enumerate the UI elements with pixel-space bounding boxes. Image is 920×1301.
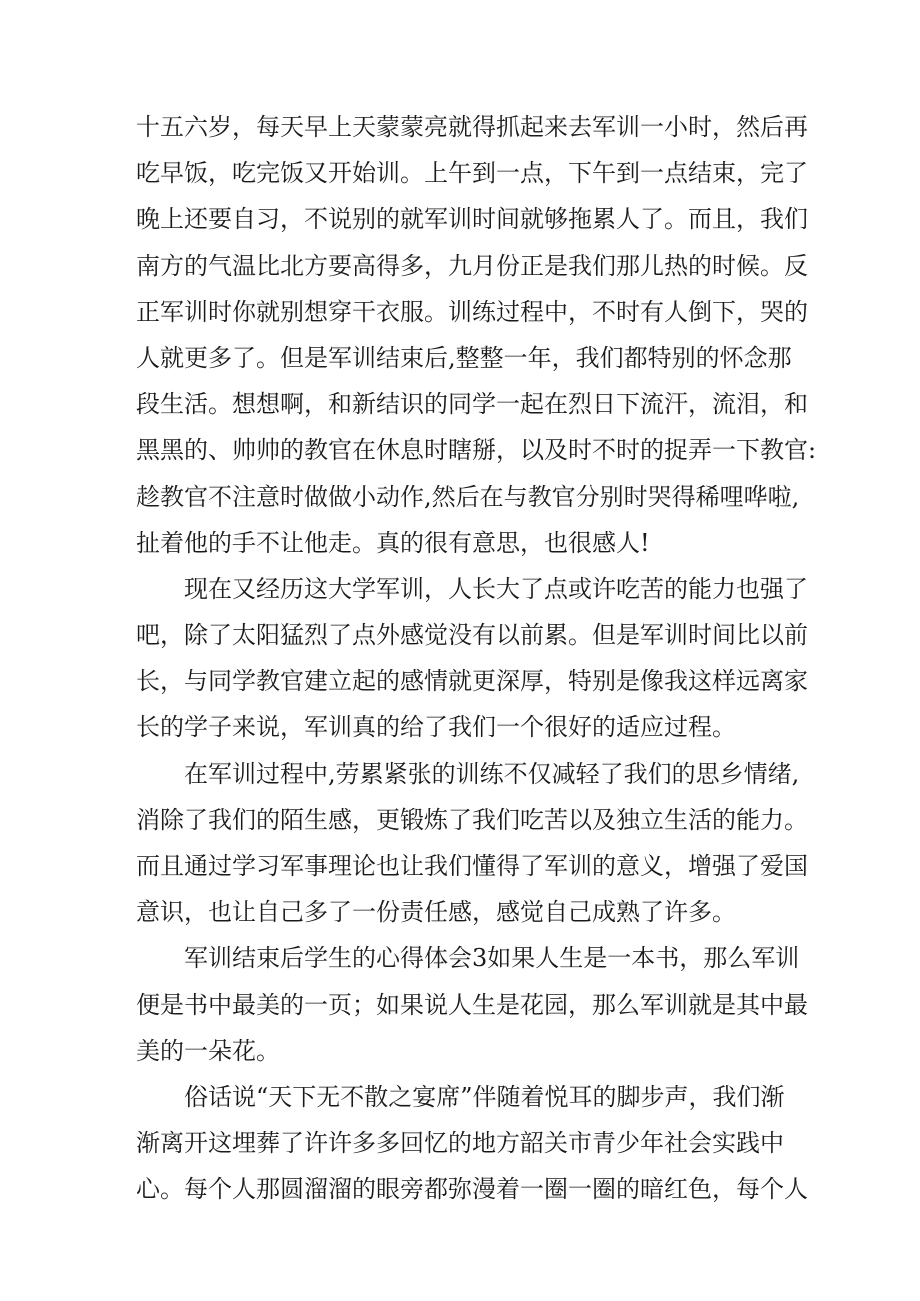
paragraph-2 xyxy=(136,566,808,751)
text-line: 便是书中最美的一页；如果说人生是花园，那么军训就是其中最 xyxy=(136,990,808,1019)
text-line: 长的学子来说，军训真的给了我们一个很好的适应过程。 xyxy=(136,713,736,742)
text-line: 现在又经历这大学军训，人长大了点或许吃苦的能力也强了 xyxy=(184,574,808,603)
text-line: 美的一朵花。 xyxy=(136,1036,280,1065)
text-line: 而且通过学习军事理论也让我们懂得了军训的意义，增强了爱国 xyxy=(136,852,808,880)
text-line: 扯着他的手不让他走。真的很有意思，也很感人! xyxy=(136,528,650,557)
text-line: 黑黑的、帅帅的教官在休息时瞎掰，以及时不时的捉弄一下教官: xyxy=(136,436,817,465)
text-line: 心。每个人那圆溜溜的眼旁都弥漫着一圈一圈的暗红色，每个人 xyxy=(136,1175,808,1204)
paragraph-4 xyxy=(136,935,808,1074)
text-line: 段生活。想想啊，和新结识的同学一起在烈日下流汗，流泪，和 xyxy=(136,390,808,419)
text-line: 军训结束后学生的心得体会3如果人生是一本书，那么军训 xyxy=(184,944,800,973)
paragraph-3 xyxy=(136,751,808,936)
text-line: 吧，除了太阳猛烈了点外感觉没有以前累。但是军训时间比以前 xyxy=(136,621,808,650)
text-line: 意识，也让自己多了一份责任感，感觉自己成熟了许多。 xyxy=(136,898,736,927)
text-line: 消除了我们的陌生感，更锻炼了我们吃苦以及独立生活的能力。 xyxy=(136,805,808,834)
paragraph-5 xyxy=(136,1074,808,1213)
text-line: 吃早饭，吃完饭又开始训。上午到一点，下午到一点结束，完了 xyxy=(136,159,808,188)
text-line: 人就更多了。但是军训结束后,整整一年，我们都特别的怀念那 xyxy=(136,343,792,372)
text-line: 趁教官不注意时做做小动作,然后在与教官分别时哭得稀哩哗啦, xyxy=(136,482,800,511)
text-line: 长，与同学教官建立起的感情就更深厚，特别是像我这样远离家 xyxy=(136,667,808,696)
text-line: 十五六岁，每天早上天蒙蒙亮就得抓起来去军训一小时，然后再 xyxy=(136,113,808,141)
body-text xyxy=(136,104,817,1213)
text-line: 正军训时你就别想穿干衣服。训练过程中，不时有人倒下，哭的 xyxy=(136,297,808,326)
text-line: 南方的气温比北方要高得多，九月份正是我们那儿热的时候。反 xyxy=(136,251,808,280)
text-line: 在军训过程中,劳累紧张的训练不仅减轻了我们的思乡情绪, xyxy=(184,759,800,788)
text-line: 俗话说“天下无不散之宴席”伴随着悦耳的脚步声，我们渐 xyxy=(184,1082,785,1111)
text-line: 晚上还要自习，不说别的就军训时间就够拖累人了。而且，我们 xyxy=(136,205,808,234)
paragraph-1 xyxy=(136,104,817,566)
text-line: 渐离开这埋葬了许许多多回忆的地方韶关市青少年社会实践中 xyxy=(136,1129,784,1158)
